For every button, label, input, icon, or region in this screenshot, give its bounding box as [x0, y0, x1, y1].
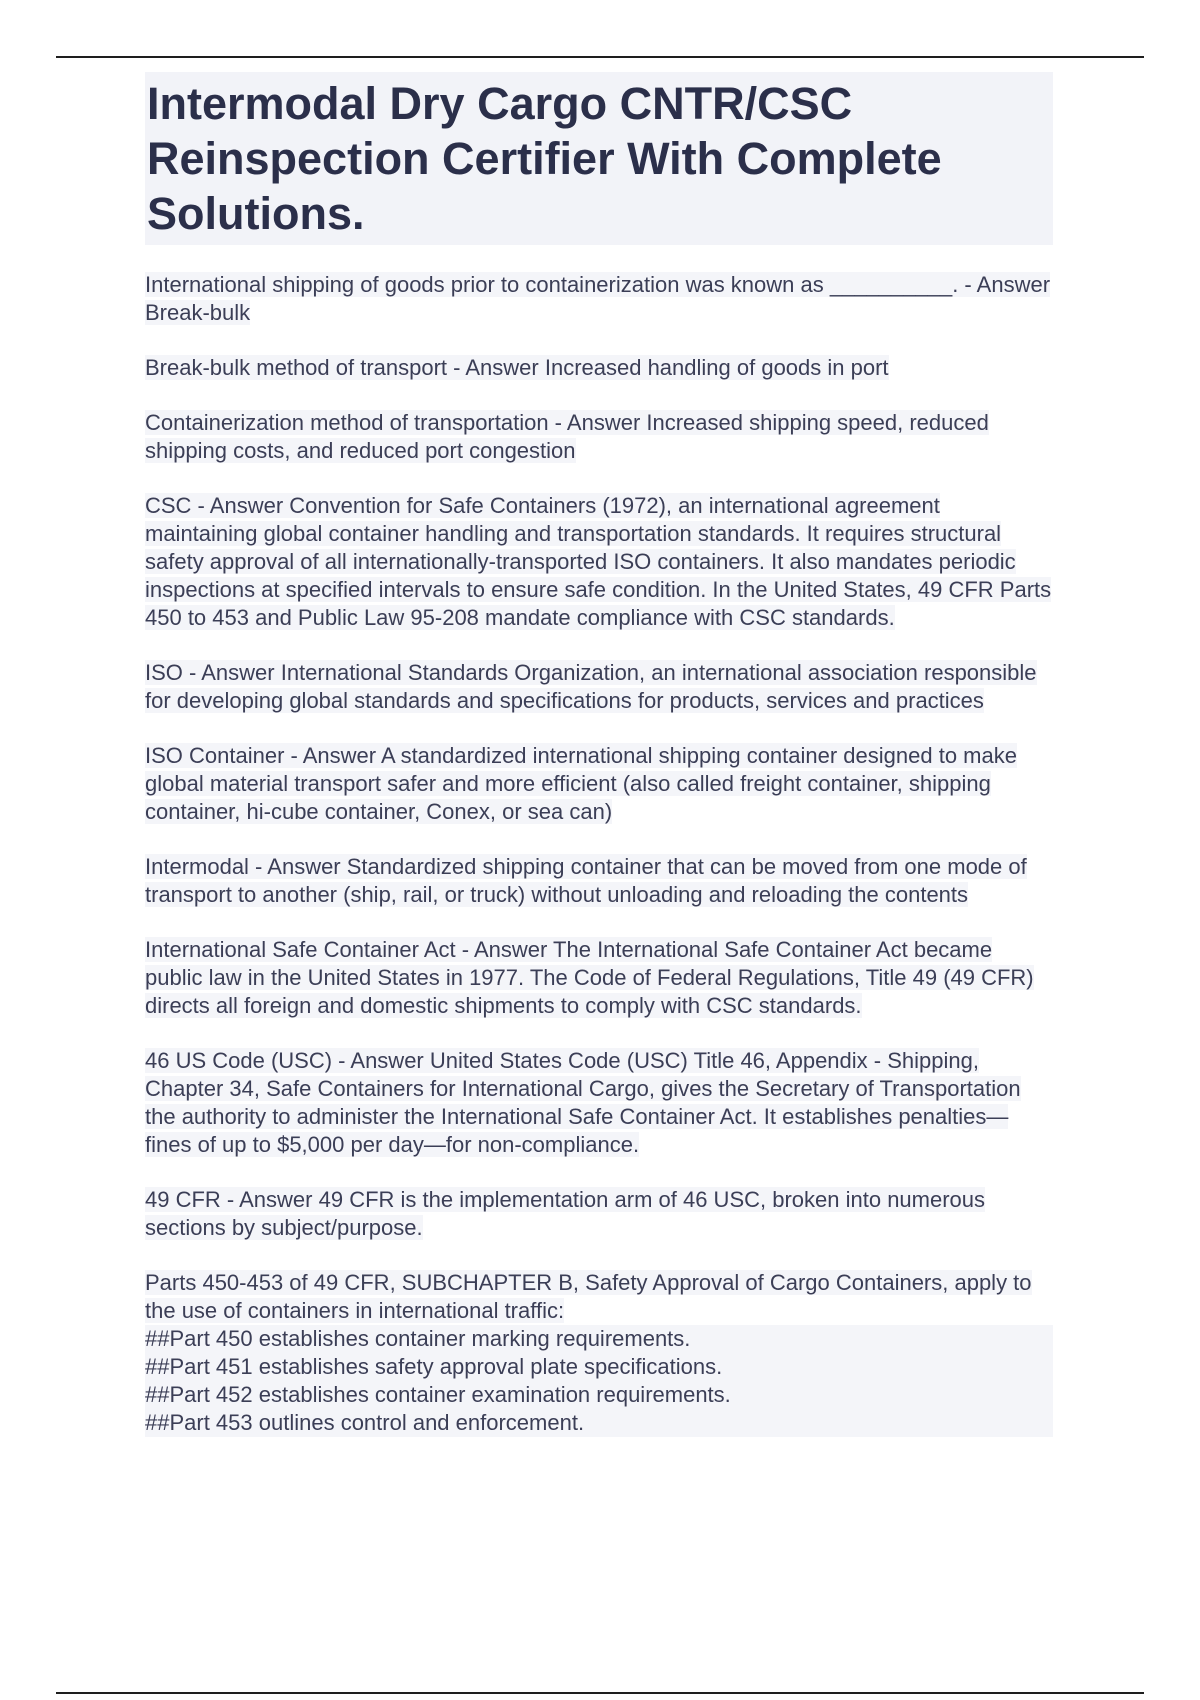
top-rule: [56, 56, 1144, 58]
qa-entry: [145, 354, 1053, 382]
qa-entry-text: International shipping of goods prior to containerization was known as __________. - Answer Break-bulk: [145, 272, 1051, 325]
qa-entry-text: 46 US Code (USC) - Answer United States Code (USC) Title 46, Appendix - Shipping, Chapter 34, Safe Containers for International Cargo, gives the Secretary of Transportation the authority to administer the International Safe Container Act. It establishes penalties—fines of up to $5,000 per day—for non-compliance.: [145, 1048, 1021, 1157]
part-450-line: ##Part 450 establishes container marking requirements.: [145, 1325, 1053, 1353]
bottom-rule: [56, 1692, 1144, 1694]
qa-entry-text: Containerization method of transportation - Answer Increased shipping speed, reduced shipping costs, and reduced port congestion: [145, 410, 989, 463]
qa-entry: [145, 659, 1053, 715]
qa-entry-text: Intermodal - Answer Standardized shipping container that can be moved from one mode of transport to another (ship, rail, or truck) without unloading and reloading the contents: [145, 854, 1027, 907]
qa-entry-text: Break-bulk method of transport - Answer Increased handling of goods in port: [145, 355, 889, 380]
qa-entry-text: ISO - Answer International Standards Organization, an international association responsible for developing global standards and specifications for products, services and practices: [145, 660, 1037, 713]
qa-entry: [145, 853, 1053, 909]
part-451-line: ##Part 451 establishes safety approval plate specifications.: [145, 1353, 1053, 1381]
part-452-line: ##Part 452 establishes container examination requirements.: [145, 1381, 1053, 1409]
qa-entry-text: ISO Container - Answer A standardized international shipping container designed to make global material transport safer and more efficient (also called freight container, shipping container, hi-cube container, Conex, or sea can): [145, 743, 1017, 824]
qa-entry: [145, 742, 1053, 826]
qa-entry: [145, 936, 1053, 1020]
qa-entry: [145, 1186, 1053, 1242]
title-block: [145, 72, 1053, 245]
parts-intro: Parts 450-453 of 49 CFR, SUBCHAPTER B, Safety Approval of Cargo Containers, apply to the use of containers in international traffic:: [145, 1270, 1032, 1323]
qa-entry-parts: [145, 1269, 1053, 1437]
part-453-line: ##Part 453 outlines control and enforcement.: [145, 1409, 1053, 1437]
qa-entry-text: International Safe Container Act - Answer The International Safe Container Act became public law in the United States in 1977. The Code of Federal Regulations, Title 49 (49 CFR) directs all foreign and domestic shipments to comply with CSC standards.: [145, 937, 1034, 1018]
qa-entry: [145, 409, 1053, 465]
document-title: Intermodal Dry Cargo CNTR/CSC Reinspection Certifier With Complete Solutions.: [147, 78, 942, 239]
qa-entry-text: 49 CFR - Answer 49 CFR is the implementation arm of 46 USC, broken into numerous sections by subject/purpose.: [145, 1187, 986, 1240]
qa-entry: [145, 1047, 1053, 1159]
qa-entry: [145, 492, 1053, 632]
document-body: [145, 72, 1053, 1464]
qa-entry: [145, 271, 1053, 327]
qa-entry-text: CSC - Answer Convention for Safe Containers (1972), an international agreement maintaining global container handling and transportation standards. It requires structural safety approval of all internationally-transported ISO containers. It also mandates periodic inspections at specified intervals to ensure safe condition. In the United States, 49 CFR Parts 450 to 453 and Public Law 95-208 mandate compliance with CSC standards.: [145, 493, 1052, 630]
